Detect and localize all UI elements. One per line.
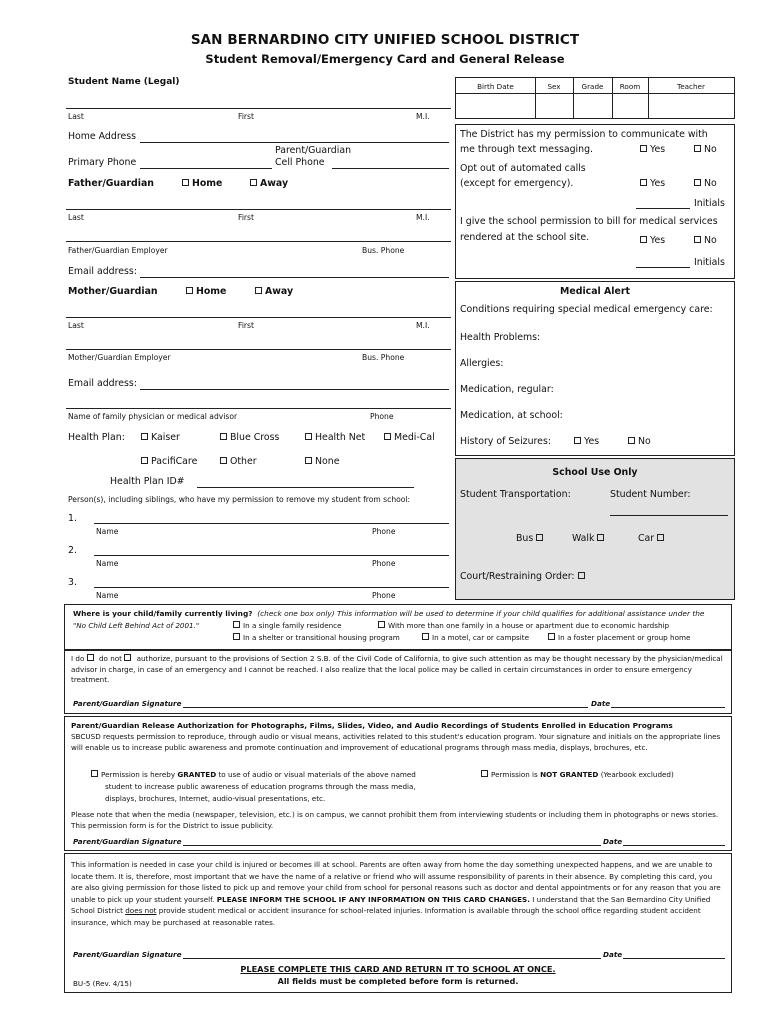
- living-note-2: "No Child Left Behind Act of 2001.": [73, 621, 200, 630]
- mother-first-label: First: [238, 321, 254, 330]
- final-paragraph-1: [71, 859, 725, 928]
- checkbox-icon: [220, 457, 227, 464]
- no-text: No: [704, 144, 717, 155]
- living-opt3-text: In a shelter or transitional housing program: [243, 633, 400, 642]
- removal-phone-1: Phone: [372, 527, 396, 536]
- car-checkbox[interactable]: [638, 533, 667, 544]
- auth-date-line[interactable]: [611, 707, 725, 708]
- allergies-label: Allergies:: [460, 358, 504, 369]
- final-p2-underline: does not: [125, 906, 157, 915]
- father-away-checkbox[interactable]: [250, 178, 288, 189]
- mother-home-checkbox[interactable]: [186, 286, 226, 297]
- billing-no-checkbox[interactable]: [694, 235, 717, 246]
- yes-text: Yes: [650, 178, 666, 189]
- auth-signature-line[interactable]: [183, 707, 588, 708]
- plan-pacificare-text: PacifiCare: [151, 456, 198, 467]
- granted-post-text: to use of audio or visual materials of the above named: [216, 770, 416, 779]
- physician-phone-label: Phone: [370, 412, 394, 421]
- removal-line-2[interactable]: [94, 555, 449, 556]
- conditions-label: Conditions requiring special medical emergency care:: [460, 304, 713, 315]
- father-employer-label: Father/Guardian Employer: [68, 246, 168, 255]
- auto-calls-no-checkbox[interactable]: [694, 178, 717, 189]
- plan-other-text: Other: [230, 456, 257, 467]
- physician-line[interactable]: [66, 408, 451, 409]
- photo-date-line[interactable]: [623, 845, 725, 846]
- not-granted-pre-text: Permission is: [491, 770, 541, 779]
- living-opt2-checkbox[interactable]: [378, 621, 669, 630]
- permission-not-granted-checkbox[interactable]: [481, 770, 674, 779]
- auto-calls-yes-checkbox[interactable]: [640, 178, 665, 189]
- billing-line2: rendered at the school site.: [460, 232, 590, 243]
- permissions-box: [455, 124, 735, 279]
- removal-phone-3: Phone: [372, 591, 396, 600]
- mother-last-label: Last: [68, 321, 84, 330]
- checkbox-icon: [87, 654, 94, 661]
- health-plan-id-label: Health Plan ID#: [110, 476, 185, 487]
- court-order-checkbox[interactable]: [460, 571, 588, 582]
- district-title: SAN BERNARDINO CITY UNIFIED SCHOOL DISTRICT: [190, 32, 580, 48]
- seizures-yes-checkbox[interactable]: [574, 436, 599, 447]
- footer-note: All fields must be completed before form is returned.: [277, 977, 519, 986]
- checkbox-icon: [305, 457, 312, 464]
- checkbox-icon: [481, 770, 488, 777]
- photo-release-box: [64, 716, 732, 851]
- living-opt5-checkbox[interactable]: [548, 633, 690, 642]
- plan-none-text: None: [315, 456, 340, 467]
- granted-bold-text: GRANTED: [177, 770, 217, 779]
- father-away-text: Away: [260, 178, 289, 189]
- checkbox-icon: [574, 437, 581, 444]
- no-text: No: [704, 235, 717, 246]
- plan-medical-checkbox[interactable]: [384, 432, 435, 443]
- removal-num-3: 3.: [68, 577, 77, 588]
- checkbox-icon: [628, 437, 635, 444]
- walk-text: Walk: [572, 533, 595, 544]
- not-granted-post-text: (Yearbook excluded): [598, 770, 674, 779]
- form-number: BU-5 (Rev. 4/15): [73, 979, 132, 988]
- checkbox-icon: [255, 287, 262, 294]
- media-note: Please note that when the media (newspaper, television, etc.) is on campus, we cannot prohibit them from interviewing students or including them in photographs or news stories. This permission form is for the District to issue publicity.: [71, 810, 719, 830]
- student-number-label: Student Number:: [610, 489, 691, 500]
- initials-line-1[interactable]: [636, 208, 690, 209]
- checkbox-icon: [536, 534, 543, 541]
- transport-label: Student Transportation:: [460, 489, 571, 500]
- yes-text: Yes: [650, 144, 666, 155]
- mi-label: M.I.: [416, 112, 430, 121]
- removal-num-1: 1.: [68, 513, 77, 524]
- initials-label-2: Initials: [694, 257, 725, 268]
- father-label: Father/Guardian: [68, 178, 154, 189]
- authorization-body: authorize, pursuant to the provisions of Section 2 S.B. of the Civil Code of California, to give such attention as may be thought necessary by the physician/medical advisor in charge, in case of an emergency and I cannot be reached. I also realize that the local police may be called in certain circumstances in order to ensure emergency treatment.: [71, 654, 723, 685]
- cell-phone-line[interactable]: [332, 168, 449, 169]
- medical-alert-title: Medical Alert: [560, 286, 630, 297]
- removal-intro: Person(s), including siblings, who have my permission to remove my student from school:: [68, 495, 411, 504]
- living-situation-box: [64, 604, 732, 650]
- court-order-text: Court/Restraining Order:: [460, 571, 575, 582]
- last-label: Last: [68, 112, 84, 121]
- plan-pacificare-checkbox[interactable]: [141, 456, 197, 467]
- i-do-checkbox[interactable]: [71, 654, 97, 663]
- father-employer-line[interactable]: [66, 241, 451, 242]
- health-plan-label: Health Plan:: [68, 432, 125, 443]
- first-label: First: [238, 112, 254, 121]
- walk-checkbox[interactable]: [572, 533, 607, 544]
- mother-away-text: Away: [265, 286, 294, 297]
- granted-pre-text: Permission is hereby: [101, 770, 178, 779]
- car-text: Car: [638, 533, 655, 544]
- checkbox-icon: [640, 145, 647, 152]
- home-address-label: Home Address: [68, 131, 137, 142]
- medical-authorization-box: [64, 650, 732, 714]
- auto-calls-line2: (except for emergency).: [460, 178, 574, 189]
- father-last-label: Last: [68, 213, 84, 222]
- mother-home-text: Home: [196, 286, 227, 297]
- final-p2-post: provide student medical or accident insurance for school-related injuries. Information is available through the school office regarding student accident insurance, which may be purchased at reasonable rates.: [71, 906, 701, 927]
- student-name-label: Student Name (Legal): [68, 77, 180, 87]
- student-info-table: [455, 77, 735, 119]
- checkbox-icon: [250, 179, 257, 186]
- do-not-checkbox[interactable]: [99, 654, 134, 663]
- not-granted-bold-text: NOT GRANTED: [540, 770, 599, 779]
- cell-phone-label: Cell Phone: [275, 157, 325, 168]
- final-p1-bold: PLEASE INFORM THE SCHOOL IF ANY INFORMATION ON THIS CARD CHANGES.: [216, 894, 530, 904]
- photo-date-label: Date: [603, 837, 623, 846]
- mother-email-line[interactable]: [140, 389, 449, 390]
- final-signature-line[interactable]: [183, 958, 601, 959]
- checkbox-icon: [233, 633, 240, 640]
- granted-line2: student to increase public awareness of education programs through the mass media,: [105, 782, 416, 791]
- footer-instruction: PLEASE COMPLETE THIS CARD AND RETURN IT TO SCHOOL AT ONCE.: [240, 964, 556, 974]
- checkbox-icon: [141, 457, 148, 464]
- final-signature-label: Parent/Guardian Signature: [73, 950, 182, 959]
- plan-bluecross-checkbox[interactable]: [220, 432, 279, 443]
- removal-name-3: Name: [96, 591, 119, 600]
- removal-phone-2: Phone: [372, 559, 396, 568]
- checkbox-icon: [124, 654, 131, 661]
- student-number-line[interactable]: [610, 515, 728, 516]
- final-date-line[interactable]: [623, 958, 725, 959]
- removal-num-2: 2.: [68, 545, 77, 556]
- checkbox-icon: [182, 179, 189, 186]
- checkbox-icon: [141, 433, 148, 440]
- room-header: Room: [619, 82, 641, 91]
- living-note-1: (check one box only) This information will be used to determine if your child qualifies for additional assistance under the: [257, 609, 705, 618]
- billing-line1: I give the school permission to bill for medical services: [460, 216, 718, 227]
- checkbox-icon: [378, 621, 385, 628]
- living-opt4-text: In a motel, car or campsite: [432, 633, 529, 642]
- auto-calls-line1: Opt out of automated calls: [460, 163, 586, 174]
- checkbox-icon: [548, 633, 555, 640]
- home-address-line[interactable]: [140, 142, 449, 143]
- father-email-label: Email address:: [68, 266, 137, 277]
- birth-date-header: Birth Date: [477, 82, 514, 91]
- health-problems-label: Health Problems:: [460, 332, 541, 343]
- living-opt3-checkbox[interactable]: [233, 633, 400, 642]
- plan-bluecross-text: Blue Cross: [230, 432, 280, 443]
- final-info-box: [64, 853, 732, 993]
- text-msg-yes-checkbox[interactable]: [640, 144, 665, 155]
- text-msg-line2: me through text messaging.: [460, 144, 594, 155]
- initials-label-1: Initials: [694, 198, 725, 209]
- auth-date-label: Date: [591, 699, 611, 708]
- plan-other-checkbox[interactable]: [220, 456, 257, 467]
- seizures-label: History of Seizures:: [460, 436, 551, 447]
- school-use-title: School Use Only: [552, 467, 638, 478]
- checkbox-icon: [578, 572, 585, 579]
- father-first-label: First: [238, 213, 254, 222]
- bus-text: Bus: [516, 533, 534, 544]
- removal-line-3[interactable]: [94, 587, 449, 588]
- i-do-text: I do: [71, 654, 85, 663]
- yes-text: Yes: [650, 235, 666, 246]
- father-home-checkbox[interactable]: [182, 178, 222, 189]
- mother-employer-line[interactable]: [66, 349, 451, 350]
- checkbox-icon: [91, 770, 98, 777]
- living-opt1-text: In a single family residence: [243, 621, 342, 630]
- checkbox-icon: [694, 179, 701, 186]
- primary-phone-line[interactable]: [140, 168, 272, 169]
- medication-school-label: Medication, at school:: [460, 410, 563, 421]
- medical-alert-box: [455, 281, 735, 456]
- mother-away-checkbox[interactable]: [255, 286, 293, 297]
- medication-regular-label: Medication, regular:: [460, 384, 554, 395]
- father-email-line[interactable]: [140, 277, 449, 278]
- primary-phone-label: Primary Phone: [68, 157, 137, 168]
- father-bus-phone-label: Bus. Phone: [362, 246, 405, 255]
- mother-label: Mother/Guardian: [68, 286, 158, 297]
- school-use-box: [455, 458, 735, 600]
- health-plan-id-line[interactable]: [197, 487, 414, 488]
- checkbox-icon: [384, 433, 391, 440]
- checkbox-icon: [694, 145, 701, 152]
- no-text: No: [638, 436, 651, 447]
- checkbox-icon: [657, 534, 664, 541]
- final-p2-pre: I understand that the San Bernardino City Unified School District: [71, 894, 711, 915]
- plan-medical-text: Medi-Cal: [394, 432, 435, 443]
- granted-line3: displays, brochures, Internet, audio-visual presentations, etc.: [105, 794, 326, 803]
- grade-header: Grade: [581, 82, 604, 91]
- form-title: Student Removal/Emergency Card and General Release: [205, 52, 565, 66]
- removal-name-2: Name: [96, 559, 119, 568]
- father-name-line[interactable]: [66, 209, 451, 210]
- text-msg-line1: The District has my permission to communicate with: [460, 129, 708, 140]
- plan-healthnet-text: Health Net: [315, 432, 366, 443]
- living-question: Where is your child/family currently living?: [73, 609, 253, 618]
- checkbox-icon: [186, 287, 193, 294]
- father-mi-label: M.I.: [416, 213, 430, 222]
- text-msg-no-checkbox[interactable]: [694, 144, 717, 155]
- living-opt4-checkbox[interactable]: [422, 633, 529, 642]
- checkbox-icon: [640, 236, 647, 243]
- seizures-no-checkbox[interactable]: [628, 436, 651, 447]
- mother-bus-phone-label: Bus. Phone: [362, 353, 405, 362]
- father-home-text: Home: [192, 178, 223, 189]
- photo-signature-label: Parent/Guardian Signature: [73, 837, 182, 846]
- checkbox-icon: [220, 433, 227, 440]
- photo-release-title: Parent/Guardian Release Authorization for Photographs, Films, Slides, Video, and Audio Recordings of Students Enrolled in Education Programs: [71, 721, 673, 730]
- living-opt2-text: With more than one family in a house or apartment due to economic hardship: [388, 621, 670, 630]
- checkbox-icon: [422, 633, 429, 640]
- checkbox-icon: [233, 621, 240, 628]
- final-p1-text: This information is needed in case your child is injured or becomes ill at school. Parents are often away from home the day something unexpected happens, and we are unable to locate them. It is, therefore, most important that we have the name of a relative or friend who will assume responsibility of parents in their absence. By completing this card, you are also giving permission for those listed to pick up and remove your child from school for personal reasons such as doctor and dental appointments or for any reason that you are unable to pick up your student yourself.: [71, 860, 721, 904]
- auth-signature-label: Parent/Guardian Signature: [73, 699, 182, 708]
- mother-employer-label: Mother/Guardian Employer: [68, 353, 171, 362]
- teacher-header: Teacher: [677, 82, 705, 91]
- parent-guardian-label: Parent/Guardian: [275, 145, 352, 156]
- checkbox-icon: [597, 534, 604, 541]
- removal-name-1: Name: [96, 527, 119, 536]
- checkbox-icon: [305, 433, 312, 440]
- final-date-label: Date: [603, 950, 623, 959]
- bus-checkbox[interactable]: [516, 533, 546, 544]
- living-opt1-checkbox[interactable]: [233, 621, 342, 630]
- plan-none-checkbox[interactable]: [305, 456, 339, 467]
- initials-line-2[interactable]: [636, 267, 690, 268]
- checkbox-icon: [694, 236, 701, 243]
- authorization-text: [71, 654, 725, 686]
- photo-release-body: SBCUSD requests permission to reproduce, through audio or visual means, activities related to this student's education program. Your signature and initials on the appropriate lines will enable us to increase public awareness and promote continuation and improvement of educational programs through mass media, displays, brochures, etc.: [71, 732, 721, 752]
- plan-kaiser-text: Kaiser: [151, 432, 180, 443]
- do-not-text: do not: [98, 654, 122, 663]
- checkbox-icon: [640, 179, 647, 186]
- mother-mi-label: M.I.: [416, 321, 430, 330]
- living-opt5-text: In a foster placement or group home: [558, 633, 691, 642]
- billing-yes-checkbox[interactable]: [640, 235, 665, 246]
- student-name-line[interactable]: [66, 108, 451, 109]
- photo-signature-line[interactable]: [183, 845, 601, 846]
- mother-name-line[interactable]: [66, 317, 451, 318]
- no-text: No: [704, 178, 717, 189]
- yes-text: Yes: [584, 436, 600, 447]
- physician-label: Name of family physician or medical advisor: [68, 412, 238, 421]
- mother-email-label: Email address:: [68, 378, 137, 389]
- removal-line-1[interactable]: [94, 523, 449, 524]
- permission-granted-checkbox[interactable]: [91, 770, 416, 779]
- sex-header: Sex: [547, 82, 561, 91]
- plan-kaiser-checkbox[interactable]: [141, 432, 180, 443]
- plan-healthnet-checkbox[interactable]: [305, 432, 365, 443]
